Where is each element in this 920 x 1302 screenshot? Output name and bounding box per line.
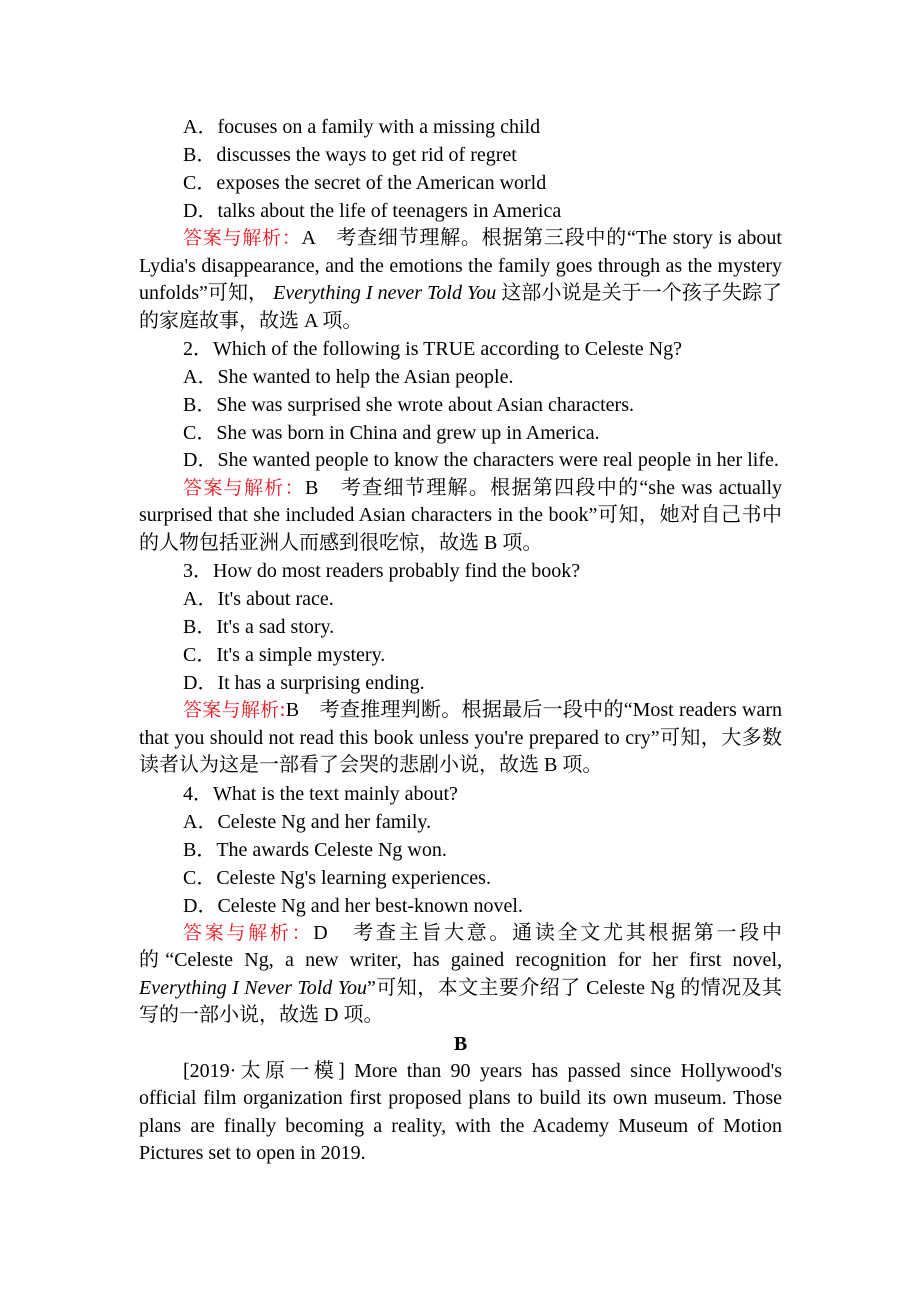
q2-option-d xyxy=(139,447,782,475)
q4-answer-text-1: D 考查主旨大意。通读全文尤其根据第一段中的“Celeste Ng, a new writer, has gained recognition for her first novel, xyxy=(139,921,782,971)
q1-option-a: A．focuses on a family with a missing child xyxy=(183,116,541,138)
q3-option-d: D．It has a surprising ending. xyxy=(183,672,425,694)
q4-answer xyxy=(139,920,782,1030)
q4-option-d: D．Celeste Ng and her best-known novel. xyxy=(183,894,523,917)
question-4 xyxy=(139,780,782,1030)
q1-answer-text-2: 这部小说是关于一个孩子失踪了的家庭故事，故选 A 项。 xyxy=(139,282,783,332)
question-2 xyxy=(139,335,782,557)
q3-answer xyxy=(139,697,782,780)
question-3 xyxy=(139,557,782,780)
q3-answer-label: 答案与解析: xyxy=(183,699,286,721)
q4-answer-label: 答案与解析： xyxy=(183,921,314,944)
q3-option-a: A．It's about race. xyxy=(183,588,334,610)
q1-option-d: D．talks about the life of teenagers in America xyxy=(183,200,562,222)
q2-option-d-text: D．She wanted people to know the characters were real people in her life. xyxy=(183,449,779,471)
q1-answer-text-1: A 考查细节理解。根据第三段中的“The story is about Lydia's disappearance, and the emotions the family goes through as the mystery unfolds”可知， xyxy=(139,227,782,304)
q3-answer-text: B 考查推理判断。根据最后一段中的“Most readers warn that you should not read this book unless you're prepared to cry”可知，大多数读者认为这是一部看了会哭的悲剧小说，故选 B 项。 xyxy=(139,699,782,776)
q4-option-c: C．Celeste Ng's learning experiences. xyxy=(183,866,491,889)
q2-answer xyxy=(139,475,782,558)
q3-option-c: C．It's a simple mystery. xyxy=(183,644,386,666)
q4-stem: 4．What is the text mainly about? xyxy=(183,782,458,805)
section-b xyxy=(139,1030,782,1168)
q2-option-c: C．She was born in China and grew up in America. xyxy=(183,422,600,444)
q4-answer-title: Everything I Never Told You xyxy=(139,976,368,999)
q4-option-b: B．The awards Celeste Ng won. xyxy=(183,838,447,861)
section-b-passage xyxy=(139,1058,782,1168)
q1-answer xyxy=(139,225,782,335)
q2-option-a: A．She wanted to help the Asian people. xyxy=(183,366,514,388)
q2-answer-text: B 考查细节理解。根据第四段中的“she was actually surprised that she included Asian characters in the book”可知，她对自己书中的人物包括亚洲人而感到很吃惊，故选 B 项。 xyxy=(139,476,782,554)
q4-option-a: A．Celeste Ng and her family. xyxy=(183,810,432,833)
q2-option-b: B．She was surprised she wrote about Asian characters. xyxy=(183,394,634,416)
q1-option-c: C．exposes the secret of the American world xyxy=(183,172,547,194)
document-content xyxy=(139,113,782,1168)
section-b-passage-text: [2019·太原一模] More than 90 years has passed since Hollywood's official film organization first proposed plans to build its own museum. Those plans are finally becoming a reality, with the Academy Museum of Motion Pictures set to open in 2019. xyxy=(139,1059,782,1164)
q1-option-b: B．discusses the ways to get rid of regret xyxy=(183,144,517,166)
q4-answer-text-2: ”可知，本文主要介绍了 Celeste Ng 的情况及其写的一部小说，故选 D 项。 xyxy=(139,976,783,1026)
question-1 xyxy=(139,113,782,335)
q1-answer-label: 答案与解析： xyxy=(183,227,302,249)
q3-stem: 3．How do most readers probably find the book? xyxy=(183,560,581,582)
section-b-heading: B xyxy=(453,1032,468,1055)
q2-answer-label: 答案与解析： xyxy=(183,476,305,499)
q2-stem: 2．Which of the following is TRUE according to Celeste Ng? xyxy=(183,338,682,360)
q3-option-b: B．It's a sad story. xyxy=(183,616,335,638)
q1-answer-title: Everything I never Told You xyxy=(273,282,497,304)
